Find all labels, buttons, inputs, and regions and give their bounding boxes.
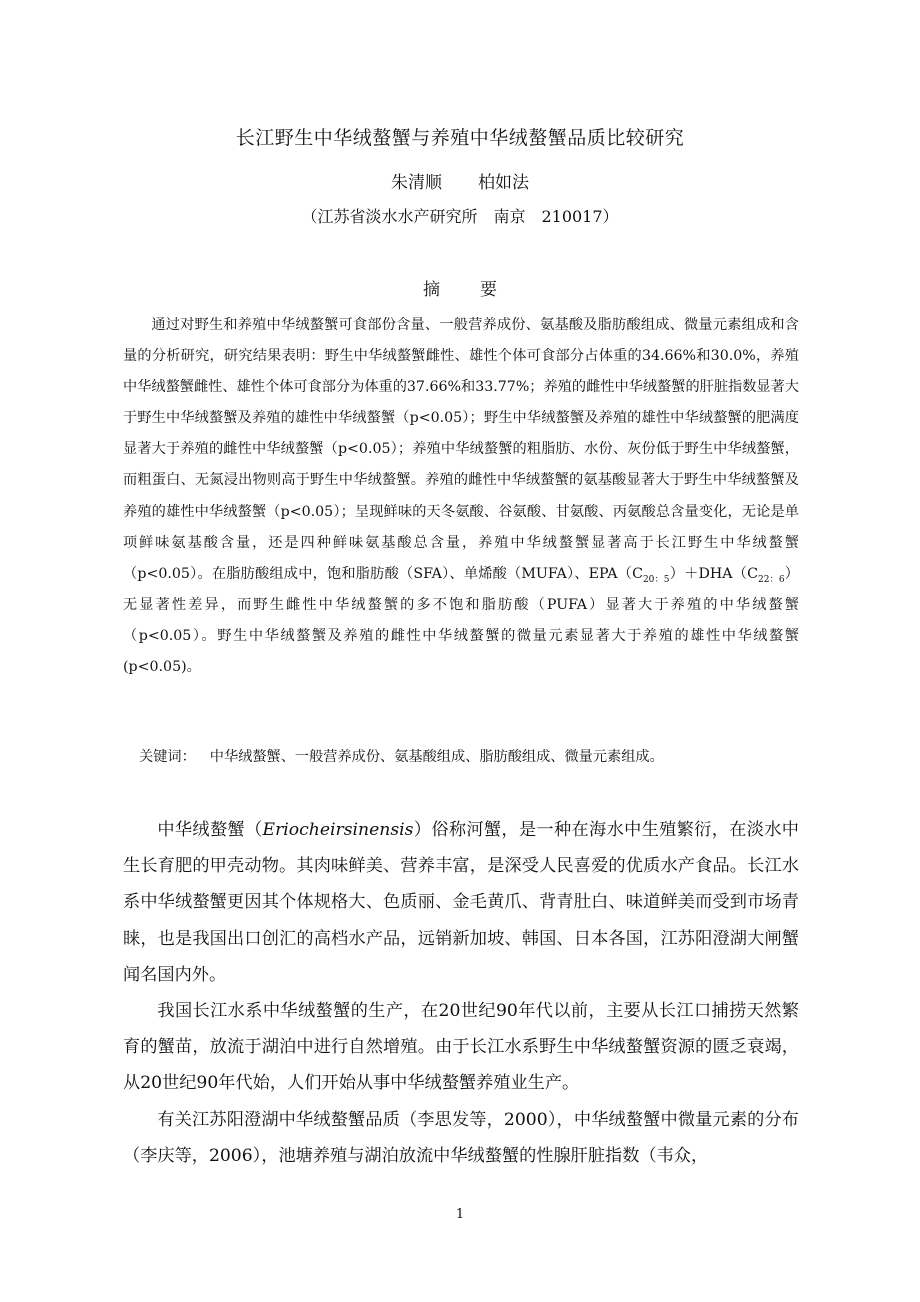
author-name: 朱清顺 xyxy=(391,173,442,193)
body-paragraph xyxy=(123,812,799,993)
body-paragraph: 有关江苏阳澄湖中华绒螯蟹品质（李思发等，2000），中华绒螯蟹中微量元素的分布（李庆等，2006），池塘养殖与湖泊放流中华绒螯蟹的性腺肝脏指数（韦众， xyxy=(123,1109,799,1166)
page-number: 1 xyxy=(455,1207,465,1222)
keywords-line xyxy=(139,742,799,772)
body-text-run: ）俗称河蟹，是一种在海水中生殖繁衍，在淡水中生长育肥的甲壳动物。其肉味鲜美、营养丰富，是深受人民喜爱的优质水产食品。长江水系中华绒螯蟹更因其个体规格大、色质丽、金毛黄爪、背青肚白、味道鲜美而受到市场青睐，也是我国出口创汇的高档水产品，远销新加坡、韩国、日本各国，江苏阳澄湖大闸蟹闻名国内外。 xyxy=(123,820,799,985)
epa-subscript: 20：5 xyxy=(642,574,670,585)
body-text xyxy=(123,812,799,1174)
author-list xyxy=(0,168,920,193)
dha-subscript: 22：6 xyxy=(757,574,785,585)
abstract-part: ）＋DHA（C xyxy=(669,565,758,582)
keywords-label: 关键词： xyxy=(139,749,196,765)
paper-title: 长江野生中华绒螯蟹与养殖中华绒螯蟹品质比较研究 xyxy=(235,127,685,149)
abstract-part: ）无显著性差异，而野生雌性中华绒螯蟹的多不饱和脂肪酸（PUFA）显著大于养殖的中华绒螯蟹（p<0.05）。野生中华绒螯蟹及养殖的雌性中华绒螯蟹的微量元素显著大于养殖的雄性中华绒螯蟹(p<0.05)。 xyxy=(123,565,799,676)
species-name: Eriocheirsinensis xyxy=(262,820,414,840)
body-text-run: 中华绒螯蟹（ xyxy=(157,820,263,840)
abstract-text xyxy=(123,310,799,683)
author-name: 柏如法 xyxy=(478,173,529,193)
keywords-text: 中华绒螯蟹、一般营养成份、氨基酸组成、脂肪酸组成、微量元素组成。 xyxy=(209,749,664,765)
body-paragraph: 我国长江水系中华绒螯蟹的生产，在20世纪90年代以前，主要从长江口捕捞天然繁育的蟹苗，放流于湖泊中进行自然增殖。由于长江水系野生中华绒螯蟹资源的匮乏衰竭，从20世纪90年代始，人们开始从事中华绒螯蟹养殖业生产。 xyxy=(123,1001,799,1094)
affiliation: （江苏省淡水水产研究所 南京 210017） xyxy=(301,207,619,226)
abstract-heading: 摘要 xyxy=(423,280,537,300)
abstract-part: 通过对野生和养殖中华绒螯蟹可食部份含量、一般营养成份、氨基酸及脂肪酸组成、微量元素组成和含量的分析研究，研究结果表明：野生中华绒螯蟹雌性、雄性个体可食部分占体重的34.66%和30.0%，养殖中华绒螯蟹雌性、雄性个体可食部分为体重的37.66%和33.77%；养殖的雌性中华绒螯蟹的肝脏指数显著大于野生中华绒螯蟹及养殖的雄性中华绒螯蟹（p<0.05）；野生中华绒螯蟹及养殖的雄性中华绒螯蟹的肥满度显著大于养殖的雌性中华绒螯蟹（p<0.05）；养殖中华绒螯蟹的粗脂肪、水份、灰份低于野生中华绒螯蟹，而粗蛋白、无氮浸出物则高于野生中华绒螯蟹。养殖的雌性中华绒螯蟹的氨基酸显著大于野生中华绒螯蟹及养殖的雄性中华绒螯蟹（p<0.05）；呈现鲜味的天冬氨酸、谷氨酸、甘氨酸、丙氨酸总含量变化，无论是单项鲜味氨基酸含量，还是四种鲜味氨基酸总含量，养殖中华绒螯蟹显著高于长江野生中华绒螯蟹（p<0.05）。在脂肪酸组成中，饱和脂肪酸（SFA）、单烯酸（MUFA）、EPA（C xyxy=(123,317,799,582)
